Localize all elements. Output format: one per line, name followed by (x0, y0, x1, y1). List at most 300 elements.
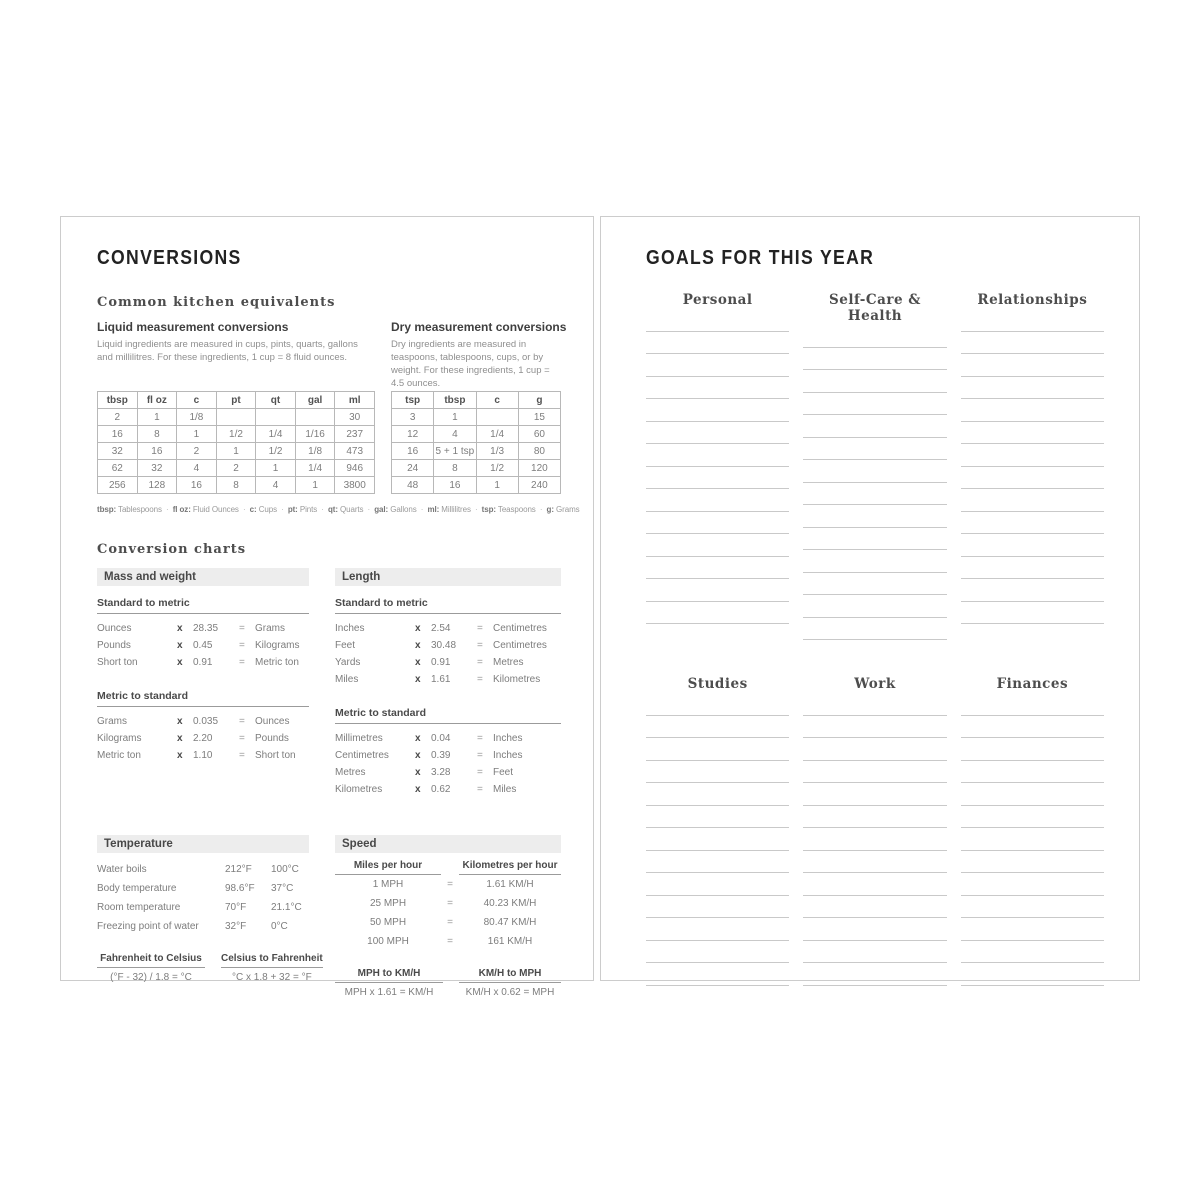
table-cell: 1/8 (177, 409, 217, 426)
multiply-symbol: x (177, 716, 183, 727)
table-cell: 3800 (335, 477, 375, 494)
conversion-factor: 1.10 (193, 750, 213, 761)
mass-standard-rows (97, 620, 309, 671)
table-row (392, 409, 561, 426)
table-cell: 1/2 (476, 460, 518, 477)
speed-header: Speed (335, 835, 561, 853)
ruled-line (803, 896, 946, 919)
formula-body: KM/H x 0.62 = MPH (465, 987, 555, 998)
conversion-factor: 0.035 (193, 716, 219, 727)
conversion-factor: 3.28 (431, 767, 451, 778)
conversion-from: Kilometres (335, 784, 383, 795)
table-cell: 1 (434, 409, 476, 426)
ruled-line (646, 783, 789, 806)
equals-symbol: = (477, 784, 483, 795)
ruled-line (961, 377, 1104, 400)
conversion-factor: 28.35 (193, 623, 219, 634)
ruled-line (646, 332, 789, 355)
column-header: tbsp (98, 392, 138, 409)
conversion-charts-section (97, 542, 561, 998)
kitchen-section-heading: Common kitchen equivalents (97, 295, 336, 310)
ruled-line (961, 602, 1104, 625)
table-header-row (98, 392, 375, 409)
column-header: fl oz (137, 392, 177, 409)
column-header: gal (295, 392, 335, 409)
liquid-heading: Liquid measurement conversions (97, 320, 289, 334)
ruled-line (961, 354, 1104, 377)
table-cell: 16 (177, 477, 217, 494)
ruled-line (803, 550, 946, 573)
page-title: CONVERSIONS (97, 247, 242, 269)
ruled-line (961, 896, 1104, 919)
equals-symbol: = (239, 733, 245, 744)
table-cell: 1/4 (295, 460, 335, 477)
legend-abbr: fl oz: (172, 505, 191, 514)
dry-heading: Dry measurement conversions (391, 320, 567, 334)
multiply-symbol: x (415, 640, 421, 651)
formula-title: Fahrenheit to Celsius (97, 953, 205, 968)
charts-section-heading: Conversion charts (97, 542, 247, 557)
conversion-to: Kilograms (255, 640, 300, 651)
equals-symbol: = (447, 917, 453, 928)
table-row (98, 477, 375, 494)
ruled-line (646, 963, 789, 986)
mass-metric-subheading: Metric to standard (97, 686, 309, 707)
table-cell: 1 (295, 477, 335, 494)
ruled-line (803, 415, 946, 438)
table-cell: 128 (137, 477, 177, 494)
column-header: tbsp (434, 392, 476, 409)
ruled-line (803, 716, 946, 739)
legend-separator: · (242, 505, 246, 514)
temperature-label: Room temperature (97, 902, 181, 913)
formula-body: (°F - 32) / 1.8 = °C (110, 972, 192, 983)
conversion-to: Kilometres (493, 674, 541, 685)
formula-title: MPH to KM/H (335, 968, 443, 983)
conversion-to: Metres (493, 657, 524, 668)
table-cell: 1 (177, 426, 217, 443)
conversion-factor: 0.45 (193, 640, 213, 651)
multiply-symbol: x (177, 733, 183, 744)
ruled-line (646, 941, 789, 964)
temperature-row (97, 879, 309, 898)
equals-symbol: = (477, 640, 483, 651)
conversion-to: Metric ton (255, 657, 299, 668)
conversion-from: Yards (335, 657, 361, 668)
column-header: tsp (392, 392, 434, 409)
mass-metric-rows (97, 713, 309, 764)
conversion-factor: 0.91 (193, 657, 213, 668)
table-cell (295, 409, 335, 426)
table-row (392, 460, 561, 477)
ruled-line (961, 738, 1104, 761)
length-metric-rows (335, 730, 561, 798)
conversion-to: Inches (493, 750, 523, 761)
formula-block (335, 968, 443, 998)
ruled-line (961, 806, 1104, 829)
table-cell: 16 (392, 443, 434, 460)
table-cell: 2 (177, 443, 217, 460)
conversion-row (335, 764, 561, 781)
ruled-line (803, 483, 946, 506)
conversion-from: Feet (335, 640, 356, 651)
table-cell: 4 (177, 460, 217, 477)
ruled-line (803, 348, 946, 371)
ruled-line (961, 783, 1104, 806)
table-header-row (392, 392, 561, 409)
ruled-line (646, 693, 789, 716)
speed-section (335, 835, 561, 998)
ruled-line (646, 806, 789, 829)
dry-conversion-table (391, 391, 561, 494)
ruled-line (803, 618, 946, 641)
equals-symbol: = (477, 733, 483, 744)
ruled-line (803, 806, 946, 829)
multiply-symbol: x (415, 784, 421, 795)
liquid-conversion-table (97, 391, 375, 494)
conversion-factor: 0.91 (431, 657, 451, 668)
ruled-line (961, 918, 1104, 941)
conversion-factor: 0.39 (431, 750, 451, 761)
ruled-line (961, 422, 1104, 445)
table-cell: 30 (335, 409, 375, 426)
multiply-symbol: x (177, 623, 183, 634)
length-header: Length (335, 568, 561, 586)
conversion-to: Grams (255, 623, 285, 634)
column-header: c (177, 392, 217, 409)
ruled-line (646, 534, 789, 557)
goal-column-finances (961, 676, 1104, 986)
ruled-line (646, 354, 789, 377)
table-cell: 16 (98, 426, 138, 443)
ruled-line (803, 528, 946, 551)
formula-title: KM/H to MPH (459, 968, 561, 983)
goal-column-studies (646, 676, 789, 986)
conversion-from: Miles (335, 674, 359, 685)
dry-description: Dry ingredients are measured in teaspoons, tablespoons, cups, or by weight. For these ingredients, 1 cup = 4.5 ounces. (391, 339, 550, 389)
kmh-value: 80.47 KM/H (483, 917, 537, 928)
multiply-symbol: x (415, 657, 421, 668)
temperature-label: Freezing point of water (97, 921, 199, 932)
conversion-from: Millimetres (335, 733, 383, 744)
equals-symbol: = (239, 623, 245, 634)
conversion-from: Kilograms (97, 733, 142, 744)
ruled-line (961, 851, 1104, 874)
ruled-line (646, 489, 789, 512)
temperature-row (97, 898, 309, 917)
conversion-row (335, 671, 561, 688)
legend-separator: · (474, 505, 478, 514)
ruled-line (803, 393, 946, 416)
goal-column-work (803, 676, 946, 986)
ruled-line (646, 512, 789, 535)
goals-bottom-grid (646, 676, 1104, 986)
ruled-line (803, 325, 946, 348)
ruled-line (646, 444, 789, 467)
table-cell: 15 (518, 409, 560, 426)
conversion-row (335, 654, 561, 671)
table-cell (476, 409, 518, 426)
column-header: pt (216, 392, 256, 409)
table-cell: 24 (392, 460, 434, 477)
conversion-to: Centimetres (493, 623, 547, 634)
ruled-line (803, 370, 946, 393)
multiply-symbol: x (415, 767, 421, 778)
ruled-line (646, 918, 789, 941)
table-cell: 2 (216, 460, 256, 477)
ruled-line (961, 467, 1104, 490)
temperature-rows (97, 860, 309, 936)
table-cell: 16 (137, 443, 177, 460)
formula-body: MPH x 1.61 = KM/H (344, 987, 434, 998)
ruled-line (803, 693, 946, 716)
length-standard-subheading: Standard to metric (335, 593, 561, 614)
table-cell: 32 (98, 443, 138, 460)
table-cell: 1/4 (256, 426, 296, 443)
table-row (392, 426, 561, 443)
table-cell: 1/2 (256, 443, 296, 460)
kitchen-equivalents-section (97, 295, 580, 514)
ruled-line (961, 332, 1104, 355)
table-cell: 1/3 (476, 443, 518, 460)
speed-row (335, 932, 561, 951)
goal-column-header: Relationships (977, 292, 1088, 308)
legend-abbr: c: (249, 505, 257, 514)
legend-separator: · (281, 505, 284, 514)
mph-value: 100 MPH (367, 936, 409, 947)
table-cell: 1/4 (476, 426, 518, 443)
equals-symbol: = (477, 674, 483, 685)
goals-top-grid (646, 292, 1104, 640)
table-row (98, 460, 375, 477)
equals-symbol: = (477, 750, 483, 761)
celsius-value: 37°C (271, 883, 294, 894)
abbreviation-legend: tbsp: Tablespoons · fl oz: Fluid Ounces · c: Cups · pt: Pints · qt: Quarts · gal: Gallons · ml: Millilitres · tsp: Teaspoons · g: Grams (97, 505, 580, 514)
formula-title: Celsius to Fahrenheit (221, 953, 323, 968)
mph-value: 25 MPH (369, 898, 407, 909)
conversion-factor: 1.61 (431, 674, 451, 685)
ruled-line (646, 828, 789, 851)
multiply-symbol: x (415, 674, 421, 685)
speed-table-header (335, 860, 561, 875)
speed-header-spacer (441, 860, 459, 875)
ruled-line (803, 761, 946, 784)
table-cell: 1/8 (295, 443, 335, 460)
conversion-from: Centimetres (335, 750, 389, 761)
ruled-line (803, 460, 946, 483)
ruled-line (961, 693, 1104, 716)
conversion-to: Pounds (255, 733, 289, 744)
multiply-symbol: x (415, 750, 421, 761)
speed-rows (335, 875, 561, 951)
temperature-formulas (97, 953, 323, 983)
table-cell: 1 (137, 409, 177, 426)
mass-standard-subheading: Standard to metric (97, 593, 309, 614)
table-cell: 1/2 (216, 426, 256, 443)
conversion-row (335, 730, 561, 747)
legend-separator: · (420, 505, 424, 514)
table-cell (256, 409, 296, 426)
table-cell: 4 (256, 477, 296, 494)
goal-column-header: Studies (687, 676, 748, 692)
fahrenheit-value: 32°F (225, 921, 247, 932)
ruled-line (803, 738, 946, 761)
ruled-line (646, 467, 789, 490)
conversion-row (335, 747, 561, 764)
speed-row (335, 875, 561, 894)
fahrenheit-value: 212°F (225, 864, 252, 875)
ruled-line (961, 579, 1104, 602)
table-cell: 4 (434, 426, 476, 443)
table-cell: 32 (137, 460, 177, 477)
table-cell: 8 (137, 426, 177, 443)
conversion-from: Grams (97, 716, 127, 727)
table-cell: 16 (434, 477, 476, 494)
legend-abbr: ml: (427, 505, 440, 514)
fahrenheit-value: 70°F (225, 902, 247, 913)
goals-page (600, 216, 1140, 981)
ruled-line (646, 716, 789, 739)
temperature-row (97, 917, 309, 936)
conversion-to: Inches (493, 733, 523, 744)
table-cell: 12 (392, 426, 434, 443)
table-cell: 1 (476, 477, 518, 494)
charts-right-column (335, 568, 561, 998)
column-header: ml (335, 392, 375, 409)
speed-row (335, 894, 561, 913)
ruled-line (646, 851, 789, 874)
ruled-line (803, 595, 946, 618)
ruled-line (961, 828, 1104, 851)
multiply-symbol: x (177, 750, 183, 761)
mass-weight-header: Mass and weight (97, 568, 309, 586)
conversion-to: Centimetres (493, 640, 547, 651)
goal-column-header: Finances (996, 676, 1069, 692)
formula-body: °C x 1.8 + 32 = °F (231, 972, 312, 983)
goal-column-self-care-health (803, 292, 946, 640)
multiply-symbol: x (415, 623, 421, 634)
ruled-line (803, 918, 946, 941)
formula-block (459, 968, 561, 998)
table-cell: 48 (392, 477, 434, 494)
table-cell: 240 (518, 477, 560, 494)
ruled-line (646, 738, 789, 761)
temperature-header: Temperature (97, 835, 309, 853)
ruled-line (803, 505, 946, 528)
ruled-line (961, 557, 1104, 580)
equals-symbol: = (239, 750, 245, 761)
conversion-row (335, 637, 561, 654)
table-cell: 60 (518, 426, 560, 443)
ruled-line (646, 377, 789, 400)
goal-column-header: Personal (682, 292, 753, 308)
conversion-from: Inches (335, 623, 365, 634)
ruled-line (961, 512, 1104, 535)
length-section (335, 568, 561, 798)
table-cell: 946 (335, 460, 375, 477)
table-cell: 1/16 (295, 426, 335, 443)
temperature-row (97, 860, 309, 879)
ruled-line (646, 557, 789, 580)
kmh-value: 161 KM/H (487, 936, 533, 947)
legend-separator: · (321, 505, 324, 514)
kmh-value: 1.61 KM/H (486, 879, 534, 890)
conversion-from: Pounds (97, 640, 131, 651)
equals-symbol: = (477, 767, 483, 778)
ruled-line (961, 941, 1104, 964)
table-cell: 80 (518, 443, 560, 460)
charts-left-column (97, 568, 323, 998)
speed-kmh-column-header: Kilometres per hour (459, 860, 561, 875)
table-cell: 3 (392, 409, 434, 426)
table-row (98, 409, 375, 426)
formula-block (97, 953, 205, 983)
liquid-description: Liquid ingredients are measured in cups, pints, quarts, gallons and millilitres. For these ingredients, 1 cup = 8 fluid ounces. (97, 339, 358, 363)
ruled-line (961, 534, 1104, 557)
ruled-line (803, 573, 946, 596)
conversions-page (60, 216, 594, 998)
ruled-line (646, 602, 789, 625)
conversion-to: Ounces (255, 716, 290, 727)
ruled-line (961, 716, 1104, 739)
table-cell: 1 (256, 460, 296, 477)
legend-abbr: qt: (327, 505, 338, 514)
conversion-row (97, 713, 309, 730)
ruled-line (961, 489, 1104, 512)
equals-symbol: = (447, 879, 453, 890)
temperature-label: Body temperature (97, 883, 177, 894)
mph-value: 1 MPH (372, 879, 404, 890)
page-title: GOALS FOR THIS YEAR (646, 247, 875, 269)
table-cell: 120 (518, 460, 560, 477)
ruled-line (961, 309, 1104, 332)
speed-row (335, 913, 561, 932)
conversion-row (97, 654, 309, 671)
conversion-to: Short ton (255, 750, 296, 761)
table-cell: 2 (98, 409, 138, 426)
ruled-line (803, 438, 946, 461)
table-row (392, 443, 561, 460)
multiply-symbol: x (415, 733, 421, 744)
conversion-to: Miles (493, 784, 517, 795)
ruled-line (803, 783, 946, 806)
table-cell: 5 + 1 tsp (434, 443, 476, 460)
legend-separator: · (166, 505, 169, 514)
conversion-row (335, 620, 561, 637)
conversion-from: Metres (335, 767, 366, 778)
table-row (392, 477, 561, 494)
table-cell: 62 (98, 460, 138, 477)
column-header: c (476, 392, 518, 409)
column-header: qt (256, 392, 296, 409)
conversion-row (97, 730, 309, 747)
temperature-label: Water boils (97, 864, 147, 875)
column-header: g (518, 392, 560, 409)
ruled-line (961, 399, 1104, 422)
ruled-line (803, 941, 946, 964)
conversion-row (97, 637, 309, 654)
conversion-row (97, 620, 309, 637)
multiply-symbol: x (177, 640, 183, 651)
ruled-line (646, 761, 789, 784)
length-metric-subheading: Metric to standard (335, 703, 561, 724)
legend-abbr: tbsp: (97, 505, 117, 514)
equals-symbol: = (447, 936, 453, 947)
ruled-line (803, 873, 946, 896)
table-cell: 8 (434, 460, 476, 477)
legend-separator: · (539, 505, 543, 514)
conversion-factor: 30.48 (431, 640, 457, 651)
